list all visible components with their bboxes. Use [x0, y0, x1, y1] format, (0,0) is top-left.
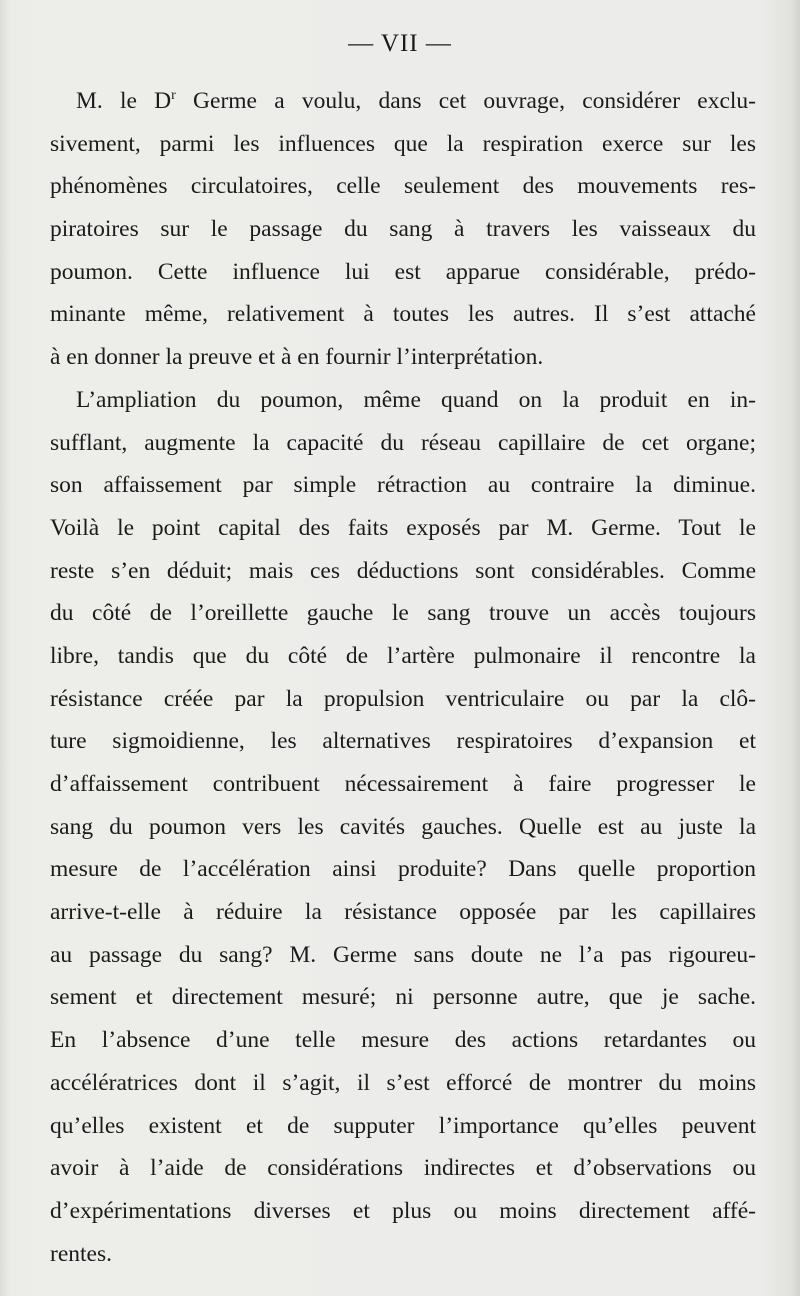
- paragraph: [50, 379, 756, 1275]
- paragraph: [50, 80, 756, 379]
- text-line: du côté de l’oreillette gauche le sang trouve un accès toujours: [50, 600, 756, 627]
- text-line: rentes.: [50, 1240, 112, 1267]
- text-line: arrive-t-elle à réduire la résistance opposée par les capillaires: [50, 899, 756, 926]
- text-line: mesure de l’accélération ainsi produite? Dans quelle proportion: [50, 856, 756, 883]
- text-line: sufflant, augmente la capacité du réseau capillaire de cet organe;: [50, 429, 756, 456]
- text-line: phénomènes circulatoires, celle seulement des mouvements res-: [50, 173, 756, 200]
- text-line: sang du poumon vers les cavités gauches. Quelle est au juste la: [50, 813, 756, 840]
- text-line: qu’elles existent et de supputer l’importance qu’elles peuvent: [50, 1112, 756, 1139]
- text-line: reste s’en déduit; mais ces déductions sont considérables. Comme: [50, 557, 756, 584]
- text-line: minante même, relativement à toutes les autres. Il s’est attaché: [50, 301, 756, 328]
- text-line: En l’absence d’une telle mesure des actions retardantes ou: [50, 1027, 756, 1054]
- text-line: son affaissement par simple rétraction au contraire la diminue.: [50, 472, 756, 499]
- superscript: r: [171, 88, 176, 104]
- body-text: [50, 80, 756, 1275]
- text-line: ture sigmoidienne, les alternatives respiratoires d’expansion et: [50, 728, 756, 755]
- text-line: d’affaissement contribuent nécessairement à faire progresser le: [50, 771, 756, 797]
- text-line: sement et directement mesuré; ni personne autre, que je sache.: [50, 984, 756, 1011]
- text-line: accélératrices dont il s’agit, il s’est efforcé de montrer du moins: [50, 1069, 756, 1096]
- text-line: résistance créée par la propulsion ventriculaire ou par la clô-: [50, 685, 756, 712]
- text-line: poumon. Cette influence lui est apparue considérable, prédo-: [50, 258, 756, 285]
- text-line: au passage du sang? M. Germe sans doute ne l’a pas rigoureu-: [50, 941, 756, 968]
- text-line: Voilà le point capital des faits exposés par M. Germe. Tout le: [50, 514, 756, 541]
- page-number-header: — VII —: [348, 30, 452, 57]
- text-line: à en donner la preuve et à en fournir l’interprétation.: [50, 344, 544, 371]
- text-line: d’expérimentations diverses et plus ou moins directement affé-: [50, 1197, 756, 1224]
- text-line: M. le D$^r$ Germe a voulu, dans cet ouvrage, considérer exclu-: [76, 88, 756, 114]
- text-line: L’ampliation du poumon, même quand on la produit en in-: [76, 386, 756, 413]
- text-line: avoir à l’aide de considérations indirectes et d’observations ou: [50, 1155, 756, 1182]
- text-line: sivement, parmi les influences que la respiration exerce sur les: [50, 130, 756, 157]
- text-line: libre, tandis que du côté de l’artère pulmonaire il rencontre la: [50, 642, 756, 669]
- text-line: piratoires sur le passage du sang à travers les vaisseaux du: [50, 216, 756, 243]
